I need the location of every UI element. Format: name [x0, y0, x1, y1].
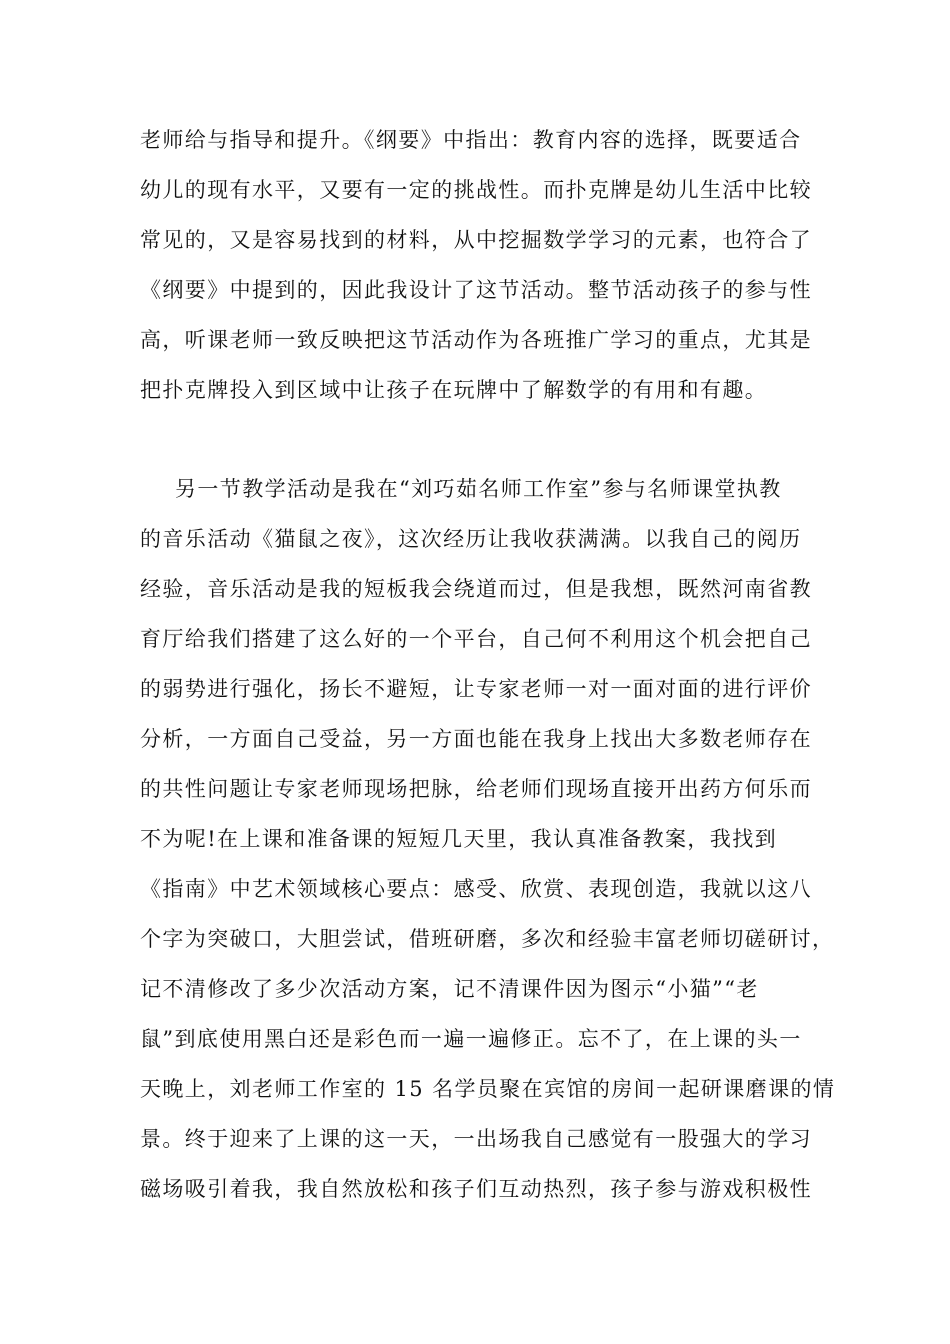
- text-line: 幼儿的现有水平，又要有一定的挑战性。而扑克牌是幼儿生活中比较: [140, 178, 812, 202]
- text-line: 个字为突破口，大胆尝试，借班研磨，多次和经验丰富老师切磋研讨，: [140, 927, 835, 951]
- text-line: 的共性问题让专家老师现场把脉，给老师们现场直接开出药方何乐而: [140, 777, 812, 801]
- text-line: 分析，一方面自己受益，另一方面也能在我身上找出大多数老师存在: [140, 727, 812, 751]
- text-line: 磁场吸引着我，我自然放松和孩子们互动热烈，孩子参与游戏积极性: [140, 1177, 812, 1201]
- text-line: 的音乐活动《猫鼠之夜》，这次经历让我收获满满。以我自己的阅历: [140, 527, 802, 551]
- text-line: 经验，音乐活动是我的短板我会绕道而过，但是我想，既然河南省教: [140, 577, 812, 601]
- text-line: 记不清修改了多少次活动方案，记不清课件因为图示“小猫”“老: [140, 977, 759, 1001]
- text-line: 景。终于迎来了上课的这一天，一出场我自己感觉有一股强大的学习: [140, 1127, 812, 1151]
- text-line: 《指南》中艺术领域核心要点：感受、欣赏、表现创造，我就以这八: [140, 877, 812, 901]
- text-line: 把扑克牌投入到区域中让孩子在玩牌中了解数学的有用和有趣。: [140, 378, 768, 402]
- text-line: 高，听课老师一致反映把这节活动作为各班推广学习的重点，尤其是: [140, 328, 812, 352]
- text-line: 的弱势进行强化，扬长不避短，让专家老师一对一面对面的进行评价: [140, 677, 812, 701]
- text-line: 老师给与指导和提升。《纲要》中指出：教育内容的选择，既要适合: [140, 128, 802, 152]
- text-line: 育厅给我们搭建了这么好的一个平台，自己何不利用这个机会把自己: [140, 627, 812, 651]
- text-line: 《纲要》中提到的，因此我设计了这节活动。整节活动孩子的参与性: [140, 278, 812, 302]
- text-line: 天晚上，刘老师工作室的 15 名学员聚在宾馆的房间一起研课磨课的情: [140, 1077, 836, 1101]
- text-line: 鼠”到底使用黑白还是彩色而一遍一遍修正。忘不了，在上课的头一: [140, 1027, 802, 1051]
- text-line: 另一节教学活动是我在“刘巧茹名师工作室”参与名师课堂执教: [175, 477, 782, 501]
- text-line: 常见的，又是容易找到的材料，从中挖掘数学学习的元素，也符合了: [140, 228, 812, 252]
- text-line: 不为呢!在上课和准备课的短短几天里，我认真准备教案，我找到: [140, 827, 778, 851]
